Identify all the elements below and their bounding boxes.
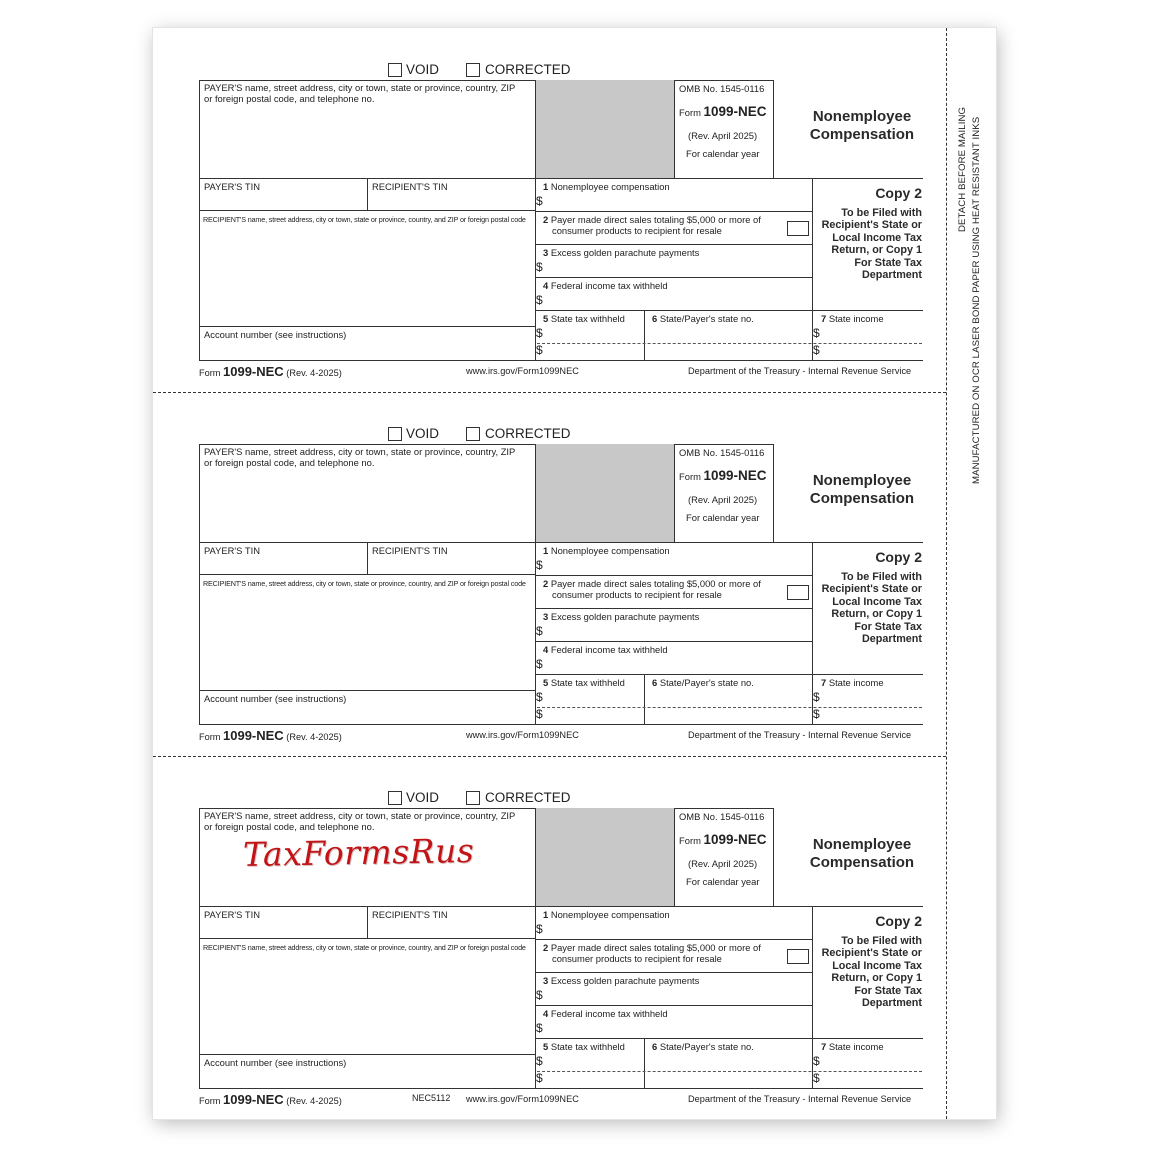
dollar-sign: $ (536, 988, 543, 1002)
footer-department: Department of the Treasury - Internal Revenue Service (688, 730, 912, 740)
dollar-sign: $ (536, 326, 543, 340)
form-title: Nonemployee Compensation (809, 108, 915, 143)
form-title: Nonemployee Compensation (809, 472, 915, 507)
box7-label: 7 State income (821, 1041, 884, 1052)
box3-label: 3 Excess golden parachute payments (543, 975, 700, 986)
dollar-sign: $ (536, 1054, 543, 1068)
corrected-label: CORRECTED (485, 426, 571, 441)
box3-label: 3 Excess golden parachute payments (543, 611, 700, 622)
rule (674, 444, 675, 542)
rule (199, 724, 923, 725)
box4-label: 4 Federal income tax withheld (543, 280, 668, 291)
box6-label: 6 State/Payer's state no. (652, 313, 754, 324)
rule (367, 906, 368, 939)
rule (644, 674, 645, 725)
box2-checkbox[interactable] (787, 585, 809, 600)
dollar-sign: $ (813, 707, 820, 721)
rule (644, 1038, 645, 1089)
void-checkbox[interactable] (388, 63, 402, 77)
copy-number: Copy 2 (875, 549, 922, 565)
dollar-sign: $ (813, 343, 820, 357)
rule (773, 444, 774, 542)
rule (199, 690, 536, 691)
box6-label: 6 State/Payer's state no. (652, 1041, 754, 1052)
gray-shaded-box (536, 808, 674, 906)
corrected-label: CORRECTED (485, 62, 571, 77)
recipient-label: RECIPIENT'S name, street address, city or town, state or province, country, and ZIP or foreign postal code (203, 579, 526, 588)
void-checkbox[interactable] (388, 791, 402, 805)
calendar-year: For calendar year (686, 512, 760, 523)
copy-description: To be Filed with Recipient's State or Local Income Tax Return, or Copy 1 For State Tax Department (821, 935, 922, 1010)
omb-number: OMB No. 1545-0116 (679, 83, 765, 94)
account-label: Account number (see instructions) (204, 1057, 347, 1068)
void-checkbox[interactable] (388, 427, 402, 441)
rule (535, 608, 813, 609)
omb-number: OMB No. 1545-0116 (679, 811, 765, 822)
batch-code: NEC5112 (412, 1093, 451, 1103)
brand-watermark: TaxFormsRus (242, 830, 475, 875)
form-number: Form 1099-NEC (679, 832, 767, 847)
box5-label: 5 State tax withheld (543, 677, 625, 688)
box7-label: 7 State income (821, 677, 884, 688)
dollar-sign: $ (813, 1054, 820, 1068)
dollar-sign: $ (813, 690, 820, 704)
footer-url: www.irs.gov/Form1099NEC (466, 1094, 579, 1104)
rule (199, 360, 923, 361)
form-title: Nonemployee Compensation (809, 836, 915, 871)
revision: (Rev. April 2025) (688, 494, 758, 505)
rule (535, 575, 813, 576)
dashed-rule (537, 1071, 922, 1072)
revision: (Rev. April 2025) (688, 858, 758, 869)
form-copy (153, 392, 946, 755)
dollar-sign: $ (536, 194, 543, 208)
rule (199, 80, 200, 361)
corrected-checkbox[interactable] (466, 791, 480, 805)
rule (535, 211, 813, 212)
dollar-sign: $ (536, 343, 543, 357)
dollar-sign: $ (536, 558, 543, 572)
recipient-tin-label: RECIPIENT'S TIN (372, 909, 448, 920)
rule (773, 808, 774, 906)
corrected-checkbox[interactable] (466, 63, 480, 77)
dollar-sign: $ (536, 707, 543, 721)
box7-label: 7 State income (821, 313, 884, 324)
copy-number: Copy 2 (875, 185, 922, 201)
copy-number: Copy 2 (875, 913, 922, 929)
omb-number: OMB No. 1545-0116 (679, 447, 765, 458)
dollar-sign: $ (536, 293, 543, 307)
dollar-sign: $ (536, 624, 543, 638)
dollar-sign: $ (813, 326, 820, 340)
rule (199, 542, 923, 543)
dollar-sign: $ (536, 657, 543, 671)
box2-checkbox[interactable] (787, 221, 809, 236)
form-number: Form 1099-NEC (679, 468, 767, 483)
detach-note: DETACH BEFORE MAILING (957, 106, 968, 232)
rule (535, 310, 923, 311)
rule (535, 641, 813, 642)
rule (674, 808, 675, 906)
account-label: Account number (see instructions) (204, 329, 347, 340)
rule (199, 178, 923, 179)
footer-department: Department of the Treasury - Internal Revenue Service (688, 366, 912, 376)
box1-label: 1 Nonemployee compensation (543, 181, 670, 192)
revision: (Rev. April 2025) (688, 130, 758, 141)
copy-description: To be Filed with Recipient's State or Local Income Tax Return, or Copy 1 For State Tax Department (821, 207, 922, 282)
rule (773, 80, 774, 178)
void-label: VOID (406, 426, 440, 441)
rule (535, 1005, 813, 1006)
corrected-label: CORRECTED (485, 790, 571, 805)
box1-label: 1 Nonemployee compensation (543, 909, 670, 920)
footer-form-id: Form 1099-NEC (Rev. 4-2025) (199, 364, 342, 379)
footer-form-id: Form 1099-NEC (Rev. 4-2025) (199, 1092, 342, 1107)
box4-label: 4 Federal income tax withheld (543, 644, 668, 655)
copy-description: To be Filed with Recipient's State or Local Income Tax Return, or Copy 1 For State Tax Department (821, 571, 922, 646)
form-copy (153, 28, 946, 391)
rule (535, 972, 813, 973)
form-copy (153, 756, 946, 1119)
rule (199, 1054, 536, 1055)
footer-form-id: Form 1099-NEC (Rev. 4-2025) (199, 728, 342, 743)
account-label: Account number (see instructions) (204, 693, 347, 704)
box2-checkbox[interactable] (787, 949, 809, 964)
calendar-year: For calendar year (686, 876, 760, 887)
rule (199, 1088, 923, 1089)
paper-note: MANUFACTURED ON OCR LASER BOND PAPER USING HEAT RESISTANT INKS (971, 116, 982, 484)
box2-label: 2 Payer made direct sales totaling $5,000 or more of consumer products to recipient for resale (543, 214, 761, 237)
rule (199, 444, 200, 725)
box6-label: 6 State/Payer's state no. (652, 677, 754, 688)
box1-label: 1 Nonemployee compensation (543, 545, 670, 556)
rule (367, 178, 368, 211)
form-sheet (153, 28, 996, 1119)
rule (199, 210, 536, 211)
dollar-sign: $ (813, 1071, 820, 1085)
calendar-year: For calendar year (686, 148, 760, 159)
recipient-label: RECIPIENT'S name, street address, city or town, state or province, country, and ZIP or foreign postal code (203, 215, 526, 224)
recipient-tin-label: RECIPIENT'S TIN (372, 545, 448, 556)
void-label: VOID (406, 62, 440, 77)
side-margin-text (943, 88, 1003, 508)
dashed-rule (537, 707, 922, 708)
recipient-tin-label: RECIPIENT'S TIN (372, 181, 448, 192)
dollar-sign: $ (536, 1021, 543, 1035)
rule (199, 808, 200, 1089)
rule (199, 938, 536, 939)
dollar-sign: $ (536, 922, 543, 936)
rule (535, 674, 923, 675)
dollar-sign: $ (536, 690, 543, 704)
box5-label: 5 State tax withheld (543, 1041, 625, 1052)
gray-shaded-box (536, 444, 674, 542)
footer-department: Department of the Treasury - Internal Revenue Service (688, 1094, 912, 1104)
footer-url: www.irs.gov/Form1099NEC (466, 366, 579, 376)
form-number: Form 1099-NEC (679, 104, 767, 119)
dashed-rule (537, 343, 922, 344)
rule (199, 326, 536, 327)
rule (644, 310, 645, 361)
gray-shaded-box (536, 80, 674, 178)
box2-label: 2 Payer made direct sales totaling $5,000 or more of consumer products to recipient for resale (543, 578, 761, 601)
rule (199, 574, 536, 575)
box2-label: 2 Payer made direct sales totaling $5,000 or more of consumer products to recipient for resale (543, 942, 761, 965)
corrected-checkbox[interactable] (466, 427, 480, 441)
rule (535, 1038, 923, 1039)
footer-url: www.irs.gov/Form1099NEC (466, 730, 579, 740)
dollar-sign: $ (536, 1071, 543, 1085)
payer-tin-label: PAYER'S TIN (204, 909, 260, 920)
payer-tin-label: PAYER'S TIN (204, 545, 260, 556)
rule (674, 80, 675, 178)
payer-label: PAYER'S name, street address, city or town, state or province, country, ZIP or foreign postal code, and telephone no. (204, 810, 516, 833)
payer-tin-label: PAYER'S TIN (204, 181, 260, 192)
void-label: VOID (406, 790, 440, 805)
rule (535, 244, 813, 245)
box5-label: 5 State tax withheld (543, 313, 625, 324)
dollar-sign: $ (536, 260, 543, 274)
recipient-label: RECIPIENT'S name, street address, city or town, state or province, country, and ZIP or foreign postal code (203, 943, 526, 952)
rule (535, 277, 813, 278)
rule (367, 542, 368, 575)
rule (535, 939, 813, 940)
payer-label: PAYER'S name, street address, city or town, state or province, country, ZIP or foreign postal code, and telephone no. (204, 82, 516, 105)
box3-label: 3 Excess golden parachute payments (543, 247, 700, 258)
payer-label: PAYER'S name, street address, city or town, state or province, country, ZIP or foreign postal code, and telephone no. (204, 446, 516, 469)
rule (199, 906, 923, 907)
box4-label: 4 Federal income tax withheld (543, 1008, 668, 1019)
